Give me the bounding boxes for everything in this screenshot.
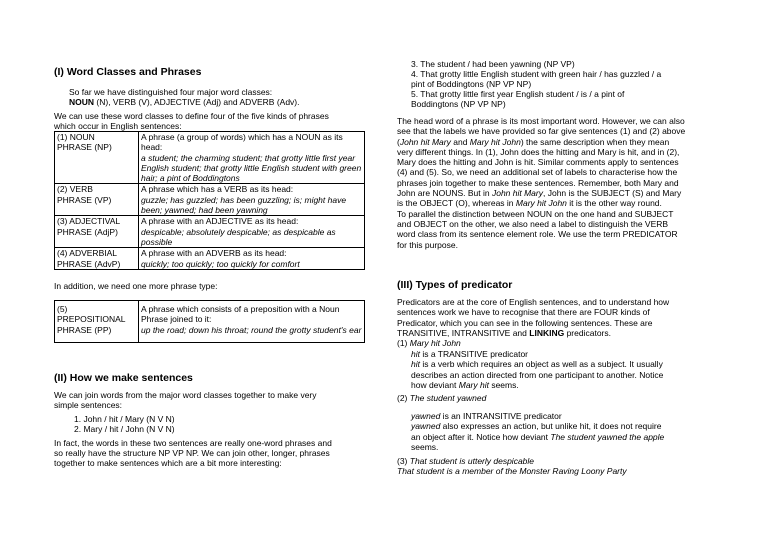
transitive-explanation: hit is a TRANSITIVE predicator hit is a verb which requires an object as well as a subject. It usually describes an action directed from one participant to another. Notice how deviant Mary hit seems. (411, 349, 664, 390)
section-heading-sentences: (II) How we make sentences (54, 372, 193, 384)
sentences-intro: We can join words from the major word classes together to make very (54, 390, 317, 400)
intro-line: So far we have distinguished four major word classes: (69, 87, 273, 97)
addition-line: In addition, we need one more phrase type: (54, 281, 218, 291)
section-heading-predicators: (III) Types of predicator (397, 279, 513, 291)
fact-line: together to make sentences which are a bit more interesting: (54, 458, 282, 468)
use-line: which occur in English sentences: (54, 121, 182, 131)
fact-line: so really have the structure NP VP NP. We can join other, longer, phrases (54, 448, 330, 458)
intransitive-explanation: yawned is an INTRANSITIVE predicator yawned also expresses an action, but unlike hit, it does not require an object after it. Notice how deviant The student yawned the apple seems. (411, 411, 665, 452)
phrase-def-cell: A phrase (a group of words) which has a NOUN as its head: a student; the charming student; that grotty little first year English student; that grotty little English student with green hair; a pint of Boddingtons (139, 132, 365, 184)
phrase-def-cell: A phrase with an ADVERB as its head: quickly; too quickly; too quickly for comfort (139, 248, 365, 270)
intro-rest: (N), VERB (V), ADJECTIVE (Adj) and ADVERB (Adv). (94, 97, 300, 107)
example-line: That student is a member of the Monster Raving Loony Party (397, 466, 627, 476)
example-sentence: 2. Mary / hit / John (N V N) (74, 424, 175, 434)
predicator-intro: Predicators are at the core of English sentences, and to understand how sentences work we have to recognise that there are FOUR kinds of Predicator, which you can see in the following sentences. These are TRANSITIVE, INTRANSITIVE and LINKING predicators. (1) Mary hit John (397, 297, 670, 349)
phrase-def-cell: A phrase which consists of a preposition with a Noun Phrase joined to it: up the road; down his throat; round the grotty student's ear (139, 301, 365, 343)
section-heading-word-classes: (I) Word Classes and Phrases (54, 66, 202, 78)
head-word-paragraph: The head word of a phrase is its most important word. However, we can also see that the labels we have provided so far give sentences (1) and (2) above (John hit Mary and Mary hit John) the same description when they mean very different things. In (1), John does the hitting and Mary is hit, and in (2), Mary does the hitting and John is hit. Similar comments apply to sentences (4) and (5). So, we need an additional set of labels to characterise how the phrases join together to make these sentences. Remember, both Mary and John are NOUNS. But in John hit Mary, John is the SUBJECT (S) and Mary is the OBJECT (O), whereas in Mary hit John it is the other way round. To parallel the distinction between NOUN on the one hand and SUBJECT and OBJECT on the other, we also need a label to distinguish the VERB word class from its sentence element role. We use the term PREDICATOR for this purpose. (397, 116, 686, 250)
example-heading: (3) That student is utterly despicable (397, 456, 535, 466)
phrase-def-cell: A phrase with an ADJECTIVE as its head: despicable; absolutely despicable; as despicable as possible (139, 216, 365, 248)
table-row (55, 184, 365, 216)
table-row (55, 216, 365, 248)
pp-table (54, 300, 365, 343)
example-heading: (2) The student yawned (397, 393, 487, 403)
example-sentence: 1. John / hit / Mary (N V N) (74, 414, 175, 424)
example-sentence: Boddingtons (NP VP NP) (411, 99, 506, 109)
noun-bold: NOUN (69, 97, 95, 107)
example-sentence: 5. That grotty little first year English student / is / a pint of (411, 89, 625, 99)
example-sentence: 3. The student / had been yawning (NP VP) (411, 59, 575, 69)
table-row (55, 132, 365, 184)
example-sentence: pint of Boddingtons (NP VP NP) (411, 79, 532, 89)
sentences-intro: simple sentences: (54, 400, 123, 410)
phrase-types-table (54, 131, 365, 270)
phrase-def-cell: A phrase which has a VERB as its head: guzzle; has guzzled; has been guzzling; is; might have been; yawned; had been yawning (139, 184, 365, 216)
table-row (55, 248, 365, 270)
table-row (55, 301, 365, 343)
linking-bold: LINKING (529, 327, 565, 338)
phrase-name-cell: (5) PREPOSITIONAL PHRASE (PP) (55, 301, 139, 343)
intro-line (69, 97, 300, 107)
example-sentence: 4. That grotty little English student with green hair / has guzzled / a (411, 69, 662, 79)
phrase-name-cell: (4) ADVERBIAL PHRASE (AdvP) (55, 248, 139, 270)
use-line: We can use these word classes to define four of the five kinds of phrases (54, 111, 329, 121)
fact-line: In fact, the words in these two sentences are really one-word phrases and (54, 438, 332, 448)
phrase-name-cell: (3) ADJECTIVAL PHRASE (AdjP) (55, 216, 139, 248)
phrase-name-cell: (2) VERB PHRASE (VP) (55, 184, 139, 216)
phrase-name-cell: (1) NOUN PHRASE (NP) (55, 132, 139, 184)
